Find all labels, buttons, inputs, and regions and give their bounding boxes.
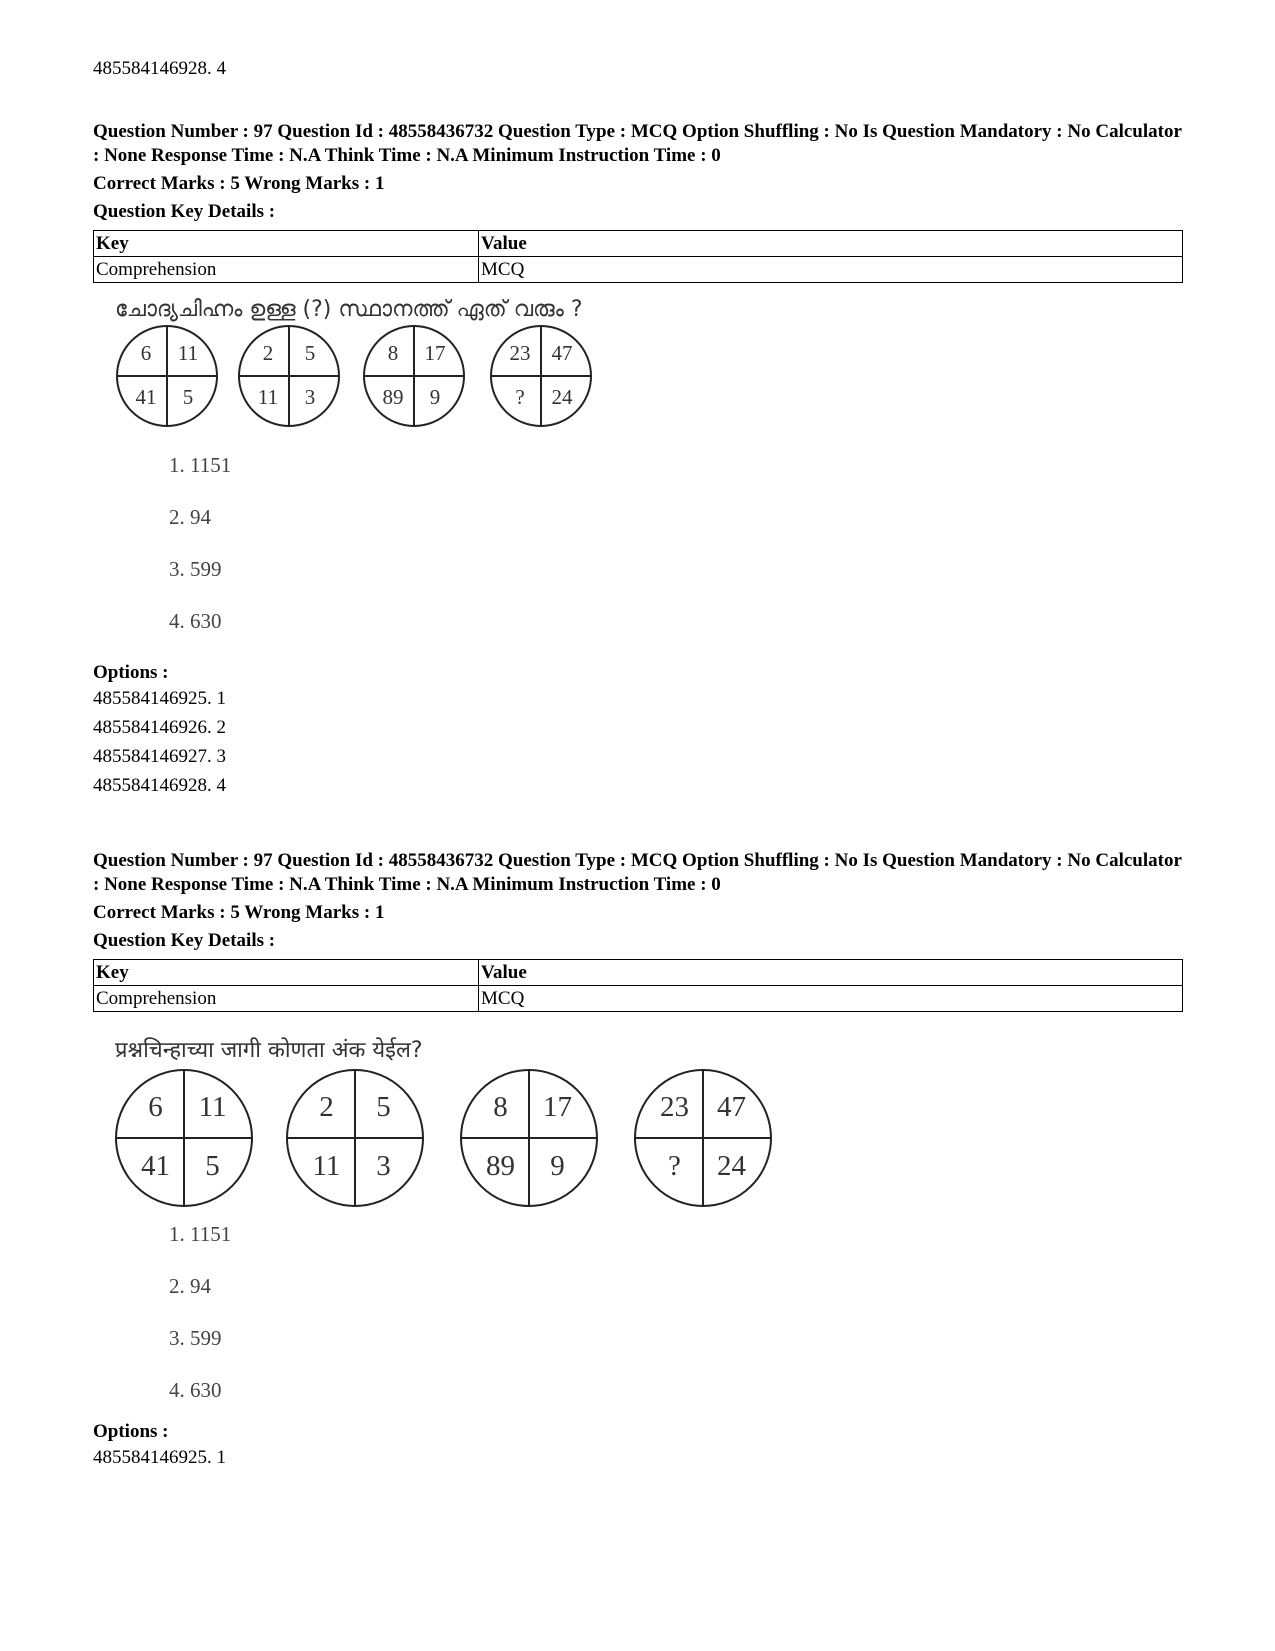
number-circle: [117, 326, 217, 426]
table-header-row: [94, 231, 1183, 257]
question-image: [115, 283, 1183, 648]
answer-choice-2: 2. 94: [169, 505, 211, 529]
circle-number: 5: [205, 1150, 220, 1183]
table-row: [94, 257, 1183, 283]
question-header: Question Number : 97 Question Id : 48558436732 Question Type : MCQ Option Shuffling : No Is Question Mandatory : No Calculator : None Response Time : N.A Think Time : N.A Minimum Instruction Time : 0: [93, 121, 1182, 166]
options-label: Options :: [93, 662, 169, 683]
number-circle: [287, 1070, 423, 1206]
options-list: [93, 1443, 1183, 1472]
answer-choice-2: 2. 94: [169, 1274, 211, 1298]
circle-number: 23: [509, 340, 531, 365]
circle-number: 9: [550, 1150, 565, 1183]
number-circle: [116, 1070, 252, 1206]
question-text: ചോദ്യചിഹ്നം ഉള്ള (?) സ്ഥാനത്ത് ഏത് വരും ?: [115, 297, 583, 322]
number-circle: [364, 326, 464, 426]
circle-number: 8: [493, 1091, 508, 1124]
number-circle: [491, 326, 591, 426]
circle-number: 41: [135, 384, 157, 409]
circle-number: 41: [140, 1150, 170, 1183]
number-circle: [461, 1070, 597, 1206]
circle-number: 23: [659, 1091, 689, 1124]
table-header-row: [94, 960, 1183, 986]
options-list: [93, 684, 1183, 800]
answer-choice-4: 4. 630: [169, 1378, 222, 1402]
table-cell-key: Comprehension: [94, 986, 479, 1012]
circle-number: 47: [551, 340, 573, 365]
table-header-key: Key: [94, 960, 479, 986]
circle-puzzle-figure: [115, 321, 675, 441]
table-header-key: Key: [94, 231, 479, 257]
circle-puzzle-figure: [115, 1066, 775, 1216]
table-cell-value: MCQ: [479, 257, 1183, 283]
question-image: [115, 1012, 1183, 1407]
circle-number: 9: [429, 384, 441, 409]
answer-choice-3: 3. 599: [169, 557, 222, 581]
circle-number: 47: [717, 1091, 747, 1124]
circle-number: 11: [257, 384, 279, 409]
table-cell-key: Comprehension: [94, 257, 479, 283]
option-item: 485584146926. 2: [93, 717, 226, 738]
option-item: 485584146925. 1: [93, 1447, 226, 1468]
answer-choice-4: 4. 630: [169, 609, 222, 633]
circle-number: 6: [148, 1091, 163, 1124]
circle-number: 5: [304, 340, 316, 365]
circle-number: 8: [387, 340, 399, 365]
key-details-label: Question Key Details :: [93, 930, 276, 951]
question-block-1: [93, 120, 1183, 800]
circle-number: 17: [543, 1091, 573, 1124]
question-block-2: [93, 849, 1183, 1472]
question-text: प्रश्नचिन्हाच्या जागी कोणता अंक येईल?: [115, 1038, 423, 1063]
circle-number: 3: [304, 384, 316, 409]
circle-number: 3: [376, 1150, 391, 1183]
question-header: Question Number : 97 Question Id : 48558436732 Question Type : MCQ Option Shuffling : No Is Question Mandatory : No Calculator : None Response Time : N.A Think Time : N.A Minimum Instruction Time : 0: [93, 850, 1182, 895]
marks-line: Correct Marks : 5 Wrong Marks : 1: [93, 173, 385, 194]
option-item: 485584146925. 1: [93, 688, 226, 709]
key-details-label: Question Key Details :: [93, 201, 276, 222]
circle-number: 2: [319, 1091, 334, 1124]
circle-number: 11: [177, 340, 199, 365]
key-details-table: [93, 230, 1183, 283]
key-details-table: [93, 959, 1183, 1012]
number-circle: [239, 326, 339, 426]
circle-number: 11: [312, 1150, 341, 1183]
answer-choice-1: 1. 1151: [169, 1222, 232, 1246]
circle-number: 5: [182, 384, 194, 409]
circle-number: 6: [140, 340, 152, 365]
circle-number: ?: [668, 1150, 681, 1183]
previous-option-line: 485584146928. 4: [93, 58, 226, 79]
circle-number: 2: [262, 340, 274, 365]
marks-line: Correct Marks : 5 Wrong Marks : 1: [93, 902, 385, 923]
circle-number: 24: [717, 1150, 747, 1183]
circle-number: 11: [198, 1091, 227, 1124]
answer-choice-1: 1. 1151: [169, 453, 232, 477]
circle-number: 89: [485, 1150, 515, 1183]
number-circle: [635, 1070, 771, 1206]
circle-number: 5: [376, 1091, 391, 1124]
option-item: 485584146927. 3: [93, 746, 226, 767]
circle-number: ?: [515, 384, 525, 409]
options-label: Options :: [93, 1421, 169, 1442]
table-header-value: Value: [479, 231, 1183, 257]
circle-number: 24: [551, 384, 573, 409]
table-row: [94, 986, 1183, 1012]
option-item: 485584146928. 4: [93, 775, 226, 796]
table-header-value: Value: [479, 960, 1183, 986]
table-cell-value: MCQ: [479, 986, 1183, 1012]
circle-number: 89: [382, 384, 404, 409]
circle-number: 17: [424, 340, 446, 365]
answer-choice-3: 3. 599: [169, 1326, 222, 1350]
